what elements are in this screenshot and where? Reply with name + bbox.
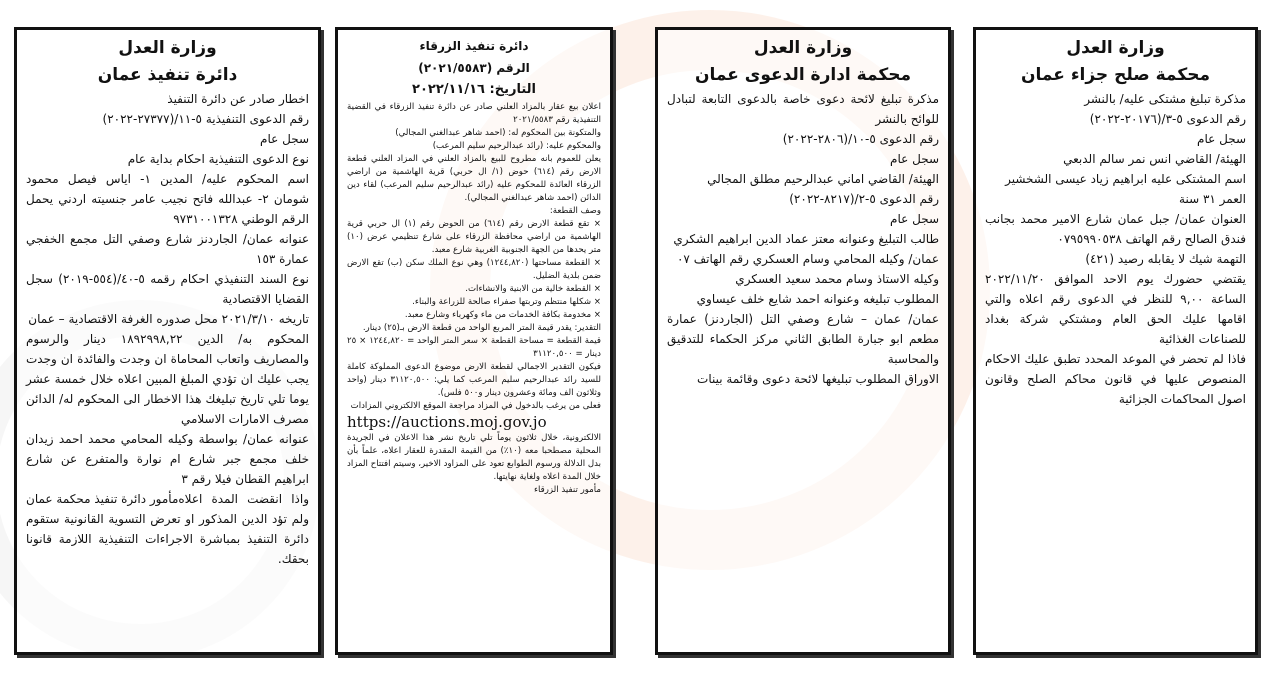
notice-paragraph: العمر ٣١ سنة [1179,192,1246,206]
notice-paragraph: يعلن للعموم بانه مطروح للبيع بالمزاد العلني في المزاد العلني قطعة الارض رقم (٦١٤) حوض (١/ ال حربي) قرية الهاشمية من اراضي الزرقاء العائدة للمحكوم عليه (رائد عبدالرحيم سليم المرعب) لقاء دين الدائن (احمد شاهر عبدالغني المجالي). [347,154,602,203]
notice-paragraph: وكيله الاستاذ وسام محمد سعيد العسكري [735,272,939,286]
notice-paragraph: اخطار صادر عن دائرة التنفيذ [167,92,309,106]
notice-paragraph: سجل عام [890,152,939,166]
notice-paragraph: × القطعة مساحتها (١٢٤٤,٨٢٠) وهي نوع الملك سكن (ب) تقع الارض ضمن بلدية الضليل. [347,258,601,281]
notice-paragraph: × مخدومة بكافة الخدمات من ماء وكهرباء وشارع معبد. [404,310,601,320]
notice-paragraph: فاذا لم تحضر في الموعد المحدد تطبق عليك الاحكام المنصوص عليها في قانون محاكم الصلح وقانون اصول المحاكمات الجزائية [985,352,1246,406]
notice-paragraph: اسم المشتكى عليه ابراهيم زياد عيسى الشخشير [1005,172,1246,186]
notice-zarqa-execution-auction [335,27,613,655]
notice-heading: الرقم (٢٠٢١/٥٥٨٣) [418,61,530,75]
notice-paragraph: عمان/ عمان – شارع وصفي التل (الجاردنز) عمارة مطعم ابو جبارة الطابق الثاني مركز الحكماء للتدقيق والمحاسبة [667,312,939,366]
notice-paragraph: سجل عام [890,212,939,226]
notice-paragraph: اسم المحكوم عليه/ المدين ١- اياس فيصل محمود شومان ٢- عبدالله فاتح نجيب عامر جنسيته اردني يحمل الرقم الوطني ٩٧٣١٠٠١٣٢٨ [26,172,309,226]
notice-paragraph: قيمة القطعة = مساحة القطعة × سعر المتر الواحد = ١٢٤٤,٨٢٠ × ٢٥ دينار = ٣١١٢٠,٥٠٠ [347,336,601,359]
notice-paragraph: المطلوب تبليغه وعنوانه احمد شايع خلف عيساوي [696,292,939,306]
notice-paragraph: المحكوم به/ الدين ١٨٩٢٩٩٨,٢٢ دينار والرسوم والمصاريف واتعاب المحاماة ان وجدت والفائدة ان وجدت يجب عليك ان تؤدي المبلغ المبين اعلاه خلال خمسة عشر يوما تلي تاريخ تبليغك هذا الاخطار الى المحكوم له/ الدائن مصرف الامارات الاسلامي [26,332,310,426]
notice-paragraph: مذكرة تبليغ لائحة دعوى خاصة بالدعوى التابعة لتبادل للوائح بالنشر [667,92,939,126]
notice-paragraph: رقم الدعوى التنفيذية ٥-١١/(٢٧٣٧٧-٢٠٢٢) [102,112,309,126]
notice-paragraph: تاريخه ٢٠٢١/٣/١٠ محل صدوره الغرفة الاقتصادية – عمان [28,312,309,326]
closing-line [26,489,309,569]
notice-paragraph: سجل عام [1197,132,1246,146]
notice-paragraph: والمتكونة بين المحكوم له: (احمد شاهر عبدالغني المجالي) [395,128,601,138]
auction-website-link[interactable]: https://auctions.moj.gov.jo [347,413,547,431]
notice-paragraph: × تقع قطعة الارض رقم (٦١٤) من الحوض رقم (١) ال حربي قرية الهاشمية من اراضي محافظة الزرقاء على شارع تنظيمي عرض (١٠) متر يحدها من الجهة الجنوبية الغربية شارع معبد. [347,219,601,255]
notice-paragraph: الاوراق المطلوب تبليغها لائحة دعوى وقائمة بينات [697,372,939,386]
notice-paragraph: مأمور تنفيذ الزرقاء [534,485,601,495]
notice-case-management-court [655,27,951,655]
notice-paragraph: سجل عام [260,132,309,146]
notice-paragraph: الهيئة/ القاضي انس نمر سالم الدبعي [1063,152,1246,166]
notice-paragraph: رقم الدعوى ٥-٢/(٨٢١٧-٢٠٢٢) [789,192,939,206]
notice-paragraph: فعلى من يرغب بالدخول في المزاد مراجعة الموقع الالكتروني المزادات [350,401,601,411]
notice-paragraph: والمحكوم عليه: (رائد عبدالرحيم سليم المرعب) [432,141,601,151]
notice-paragraph: نوع الدعوى التنفيذية احكام بداية عام [127,152,309,166]
notice-heading: وزارة العدل [1066,38,1165,58]
notice-criminal-magistrate-court [973,27,1258,655]
notice-paragraph: فيكون التقدير الاجمالي لقطعة الارض موضوع الدعوى المملوكة كاملة للسيد رائد عبدالرحيم سليم المرعب كما يلي: ٣١١٢٠,٥٠٠ دينار (واحد وثلاثون الف ومائة وعشرون دينار و٥٠٠ فلس). [347,362,601,398]
notice-paragraph: رقم الدعوى ٥-٣/(٢٠١٧٦-٢٠٢٢) [1089,112,1246,126]
notice-heading: محكمة ادارة الدعوى عمان [694,65,912,85]
notice-paragraph: رقم الدعوى ٥-١٠/(٢٨٠٦-٢٠٢٢) [782,132,939,146]
notice-paragraph: يقتضي حضورك يوم الاحد الموافق ٢٠٢٢/١١/٢٠ الساعة ٩,٠٠ للنظر في الدعوى رقم اعلاه والتي اقامها عليك الحق العام ومشتكي شركة بغداد للصناعات الغذائية [985,272,1246,346]
notice-paragraph: عنوانه عمان/ الجاردنز شارع وصفي التل مجمع الخفجي عمارة ١٥٣ [26,232,309,266]
notice-paragraph: وصف القطعة: [549,206,601,216]
notice-heading: التاريخ: ٢٠٢٢/١١/١٦ [412,82,536,97]
notice-heading: وزارة العدل [118,38,217,58]
notice-paragraph: الهيئة/ القاضي اماني عبدالرحيم مطلق المجالي [707,172,939,186]
notice-paragraph: واذا انقضت المدة اعلاه ولم تؤد الدين المذكور او تعرض التسوية القانونية ستقوم دائرة التنفيذ بمباشرة الاجراءات التنفيذية اللازمة قانونا بحقك. [26,492,309,566]
notice-paragraph: نوع السند التنفيذي احكام رقمه ٥-٤٠/(٥٥٤-٢٠١٩) سجل القضايا الاقتصادية [26,272,309,306]
notice-paragraph: التهمة شيك لا يقابله رصيد (٤٢١) [1085,252,1246,266]
signature: مأمور دائرة تنفيذ محكمة عمان [26,492,179,506]
notice-paragraph: × شكلها منتظم وتربتها صفراء صالحة للزراعة والبناء. [412,297,601,307]
notice-paragraph: التقدير: يقدر قيمة المتر المربع الواحد من قطعة الارض بـ(٢٥) دينار. [362,323,601,333]
notice-paragraph: الالكترونية، خلال ثلاثون يوماً تلي تاريخ نشر هذا الاعلان في الجريدة المحلية مصطحبا معه (١٠٪) من القيمة المقدرة للعقار اعلاه، علماً بأن بدل الدلالة ورسوم الطوابع تعود على المزاود الاخير، وسيتم افتتاح المزاد خلال المدة اعلاه ولغاية نهايتها. [347,433,601,482]
notice-paragraph: طالب التبليغ وعنوانه معتز عماد الدين ابراهيم الشكري [673,232,939,246]
notice-heading: دائرة تنفيذ الزرقاء [419,39,529,53]
notice-paragraph: العنوان عمان/ جبل عمان شارع الامير محمد بجانب فندق الصالح رقم الهاتف ٠٧٩٥٩٩٠٥٣٨ [985,212,1246,246]
notice-heading: محكمة صلح جزاء عمان [1021,65,1210,85]
notice-amman-execution [14,27,321,655]
notice-paragraph: اعلان بيع عقار بالمزاد العلني صادر عن دائرة تنفيذ الزرقاء في القضية التنفيذية رقم ٢٠٢١/٥٥٨٣ [347,102,601,125]
notice-heading: دائرة تنفيذ عمان [97,65,238,85]
notice-paragraph: عمان/ وكيله المحامي وسام العسكري رقم الهاتف ٠٧ [676,252,939,266]
notice-paragraph: × القطعة خالية من الابنية والانشاءات. [465,284,601,294]
notice-heading: وزارة العدل [753,38,853,58]
notice-paragraph: عنوانه عمان/ بواسطة وكيله المحامي محمد احمد زيدان خلف مجمع جبر شارع ام نوارة والمتفرع عن شارع ابراهيم القطان فيلا رقم ٣ [26,432,309,486]
notice-paragraph: مذكرة تبليغ مشتكى عليه/ بالنشر [1084,92,1246,106]
